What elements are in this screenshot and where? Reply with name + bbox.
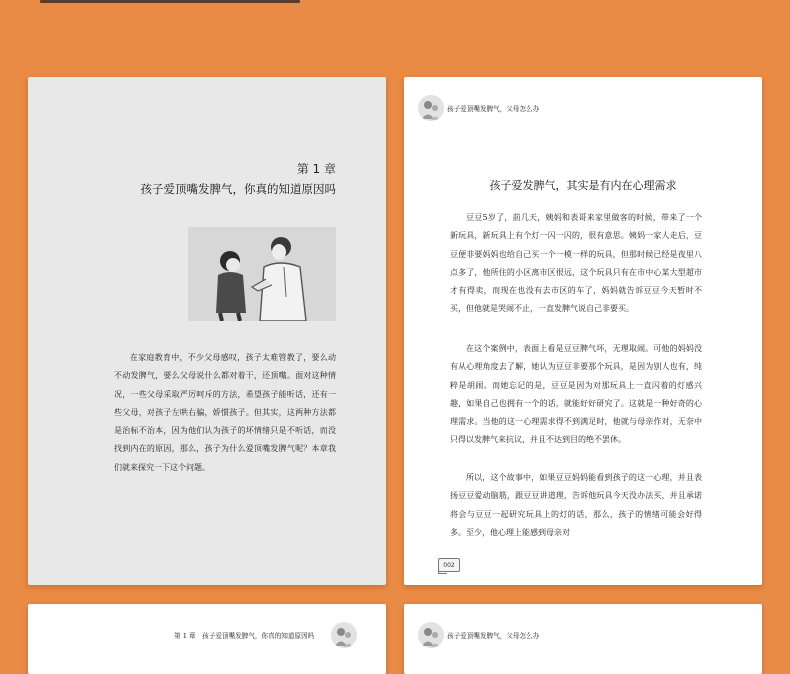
running-header-text: 孩子爱顶嘴发脾气，父母怎么办: [447, 632, 540, 640]
running-header-text: 孩子爱顶嘴发脾气，父母怎么办: [447, 105, 540, 113]
book-page-bottom-left: [28, 604, 386, 674]
chapter-title: 孩子爱顶嘴发脾气，你真的知道原因吗: [140, 182, 336, 196]
book-page-chapter-opener: [28, 77, 386, 585]
body-paragraph: 所以，这个故事中，如果豆豆妈妈能看到孩子的这一心理，并且表扬豆豆爱动脑筋，跟豆豆讲道理，告诉他玩具今天没办法买，并且承诺将会与豆豆一起研究玩具上的灯的话，那么，孩子的情绪可能会好得多。至少，他心理上能感到母亲对: [450, 473, 702, 537]
chapter-intro-paragraph: 在家庭教育中，不少父母感叹，孩子太难管教了，要么动不动发脾气，要么父母说什么都对着干，还顶嘴。面对这种情况，一些父母采取严厉呵斥的方法，希望孩子能听话，还有一些父母，对孩子左哄右骗，娇惯孩子。但其实，这两种方法都是治标不治本，因为他们认为孩子的坏情绪只是不听话，而没找到内在的原因，那么，孩子为什么爱顶嘴发脾气呢？本章我们就来探究一下这个问题。: [114, 353, 336, 472]
running-header: [418, 95, 539, 121]
top-edge-strip: [40, 0, 300, 3]
running-header: [418, 622, 539, 648]
parent-child-avatar-icon: [331, 622, 357, 648]
body-paragraph: 在这个案例中，表面上看是豆豆脾气坏，无理取闹。可他的妈妈没有从心理角度去了解，她认为豆豆非要那个玩具，是因为别人也有，纯粹是胡闹。而她忘记的是，豆豆是因为对那玩具上一直闪着的灯感兴趣，如果自己也拥有一个的话，就能好好研究了。这就是一种好奇的心理需求。当他的这一心理需求得不到满足时，他就与母亲作对，无奈中只得以发脾气来抗议，并且不达到目的绝不罢休。: [450, 344, 702, 445]
page-number: 002: [438, 558, 460, 572]
body-paragraph: 豆豆5岁了，前几天，姨妈和表哥来家里做客的时候，带来了一个新玩具，新玩具上有个灯一闪一闪的，很有意思。姨妈一家人走后，豆豆便非要妈妈也给自己买一个一模一样的玩具，但那时候已经是夜里八点多了，他所住的小区离市区很远，这个玩具只有在市中心某大型超市才有得卖，而现在也没有去市区的车了，妈妈就告诉豆豆今天暂时不买，但他就是哭闹不止，一直发脾气说自己非要买。: [450, 213, 702, 314]
chapter-number: 第 1 章: [296, 162, 336, 176]
parent-child-avatar-icon: [418, 95, 444, 121]
parent-child-avatar-icon: [418, 622, 444, 648]
running-header-text: 第 1 章 孩子爱顶嘴发脾气，你真的知道原因吗: [174, 632, 315, 640]
section-title: 孩子爱发脾气，其实是有内在心理需求: [489, 179, 677, 192]
book-page-002: [404, 77, 762, 585]
parent-and-child-illustration: [188, 227, 336, 321]
book-page-bottom-right: [404, 604, 762, 674]
